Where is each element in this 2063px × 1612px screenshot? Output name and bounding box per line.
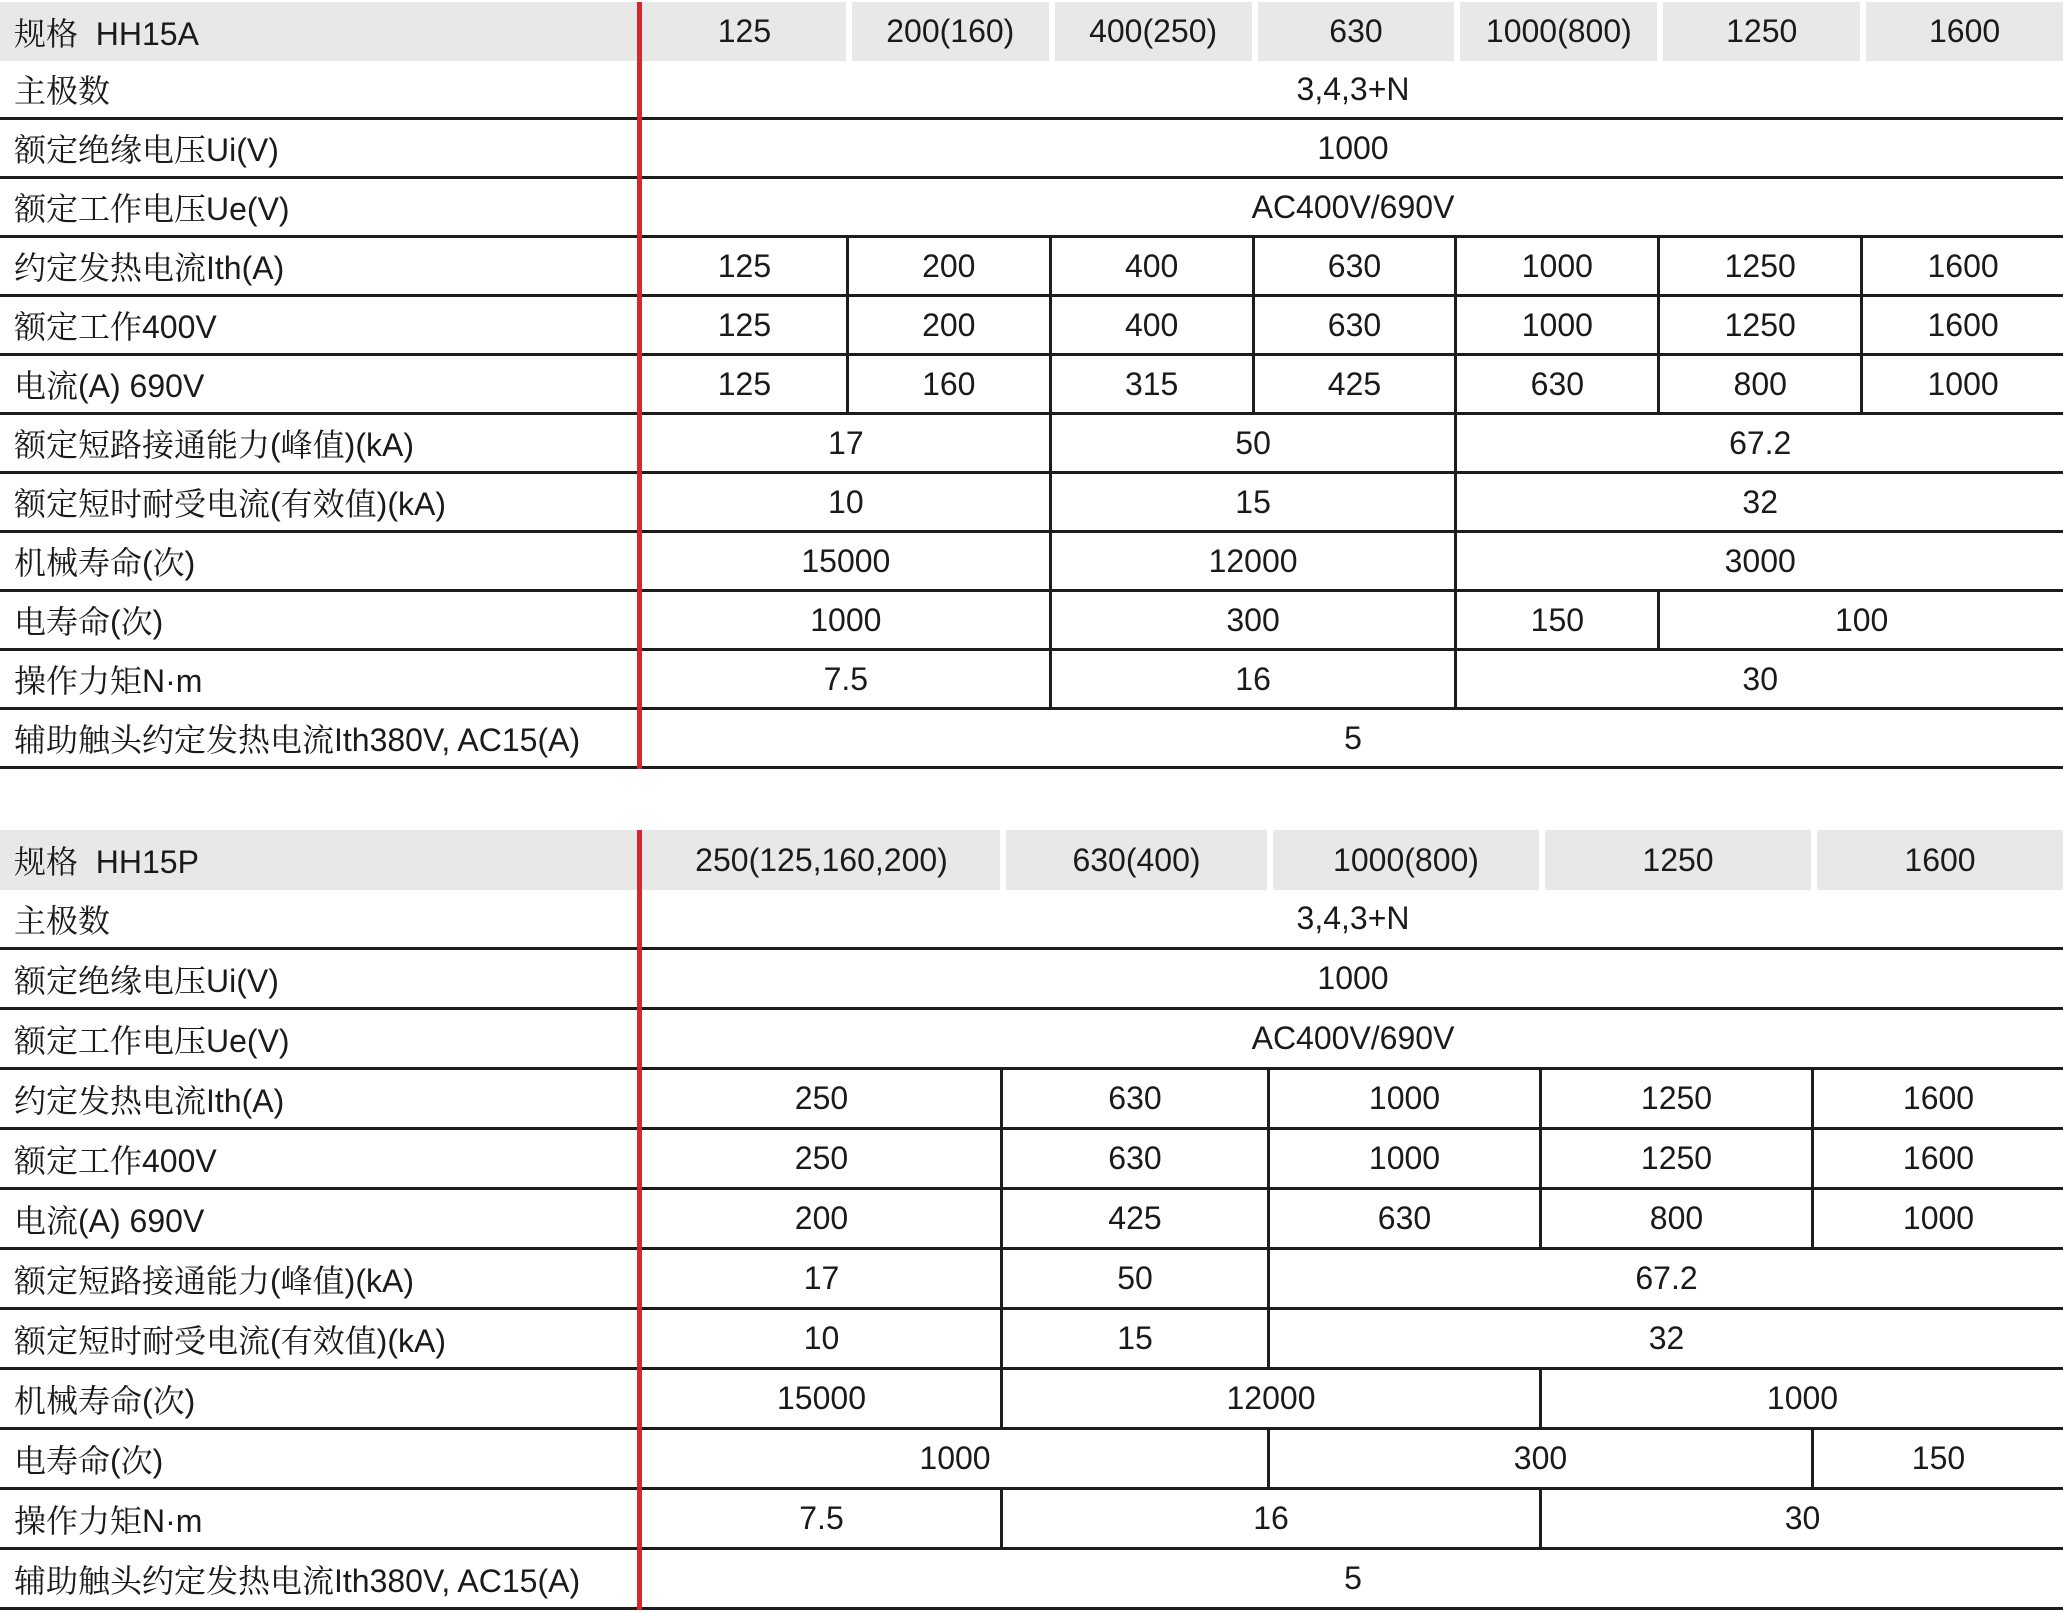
table-row-spec-header	[0, 2, 2063, 61]
spec-column-header: 1250	[1539, 830, 1811, 890]
value-cell: 300	[1049, 592, 1455, 648]
table-row-short-time-withstand-current	[0, 474, 2063, 533]
table-row-current-690v	[0, 1190, 2063, 1250]
value-cell: 32	[1267, 1310, 2063, 1367]
value-cell: 67.2	[1454, 415, 2063, 471]
value-cell: 1250	[1657, 238, 1860, 294]
table-row-short-time-withstand-current	[0, 1310, 2063, 1370]
value-cell: 1600	[1811, 1130, 2063, 1187]
hh15a-spec-table	[0, 2, 2063, 769]
table-row-conventional-heating-current	[0, 238, 2063, 297]
row-label: 额定绝缘电压Ui(V)	[14, 962, 279, 999]
table-row-spec-header	[0, 830, 2063, 890]
value-cell: 800	[1539, 1190, 1811, 1247]
red-divider-line	[637, 2, 642, 769]
spec-model-label: 规格 HH15P	[0, 830, 643, 890]
value-cell: 300	[1267, 1430, 1811, 1487]
table-row-rated-working-voltage	[0, 1010, 2063, 1070]
spec-column-header: 1600	[1811, 830, 2063, 890]
value-cell: 15	[1049, 474, 1455, 530]
value-cell: 425	[1000, 1190, 1267, 1247]
value-cell: 200	[846, 297, 1049, 353]
value-cell: 1000	[1454, 238, 1657, 294]
spec-column-header: 630(400)	[1000, 830, 1267, 890]
value-cell: 17	[803, 1260, 840, 1296]
value-cell: 630	[1267, 1190, 1539, 1247]
table-row-electrical-life	[0, 592, 2063, 651]
value-cell: 16	[1049, 651, 1455, 707]
row-label: 辅助触头约定发热电流Ith380V, AC15(A)	[14, 722, 581, 758]
hh15p-spec-table	[0, 830, 2063, 1610]
value-cell: 250	[794, 1140, 849, 1176]
value-cell: 1000	[1539, 1370, 2063, 1427]
value-cell: 200	[846, 238, 1049, 294]
value-cell: 15000	[801, 542, 891, 579]
spec-column-header: 1250	[1657, 2, 1860, 61]
table-row-conventional-heating-current	[0, 1070, 2063, 1130]
table-row-rated-working-400v	[0, 1130, 2063, 1190]
value-cell: 125	[717, 306, 772, 343]
row-label: 机械寿命(次)	[14, 545, 196, 581]
row-label: 辅助触头约定发热电流Ith380V, AC15(A)	[14, 1562, 581, 1599]
value-cell: 50	[1000, 1250, 1267, 1307]
row-label: 操作力矩N·m	[14, 663, 203, 699]
value-cell: 150	[1811, 1430, 2063, 1487]
value-cell: 630	[1252, 238, 1455, 294]
value-cell: 7.5	[823, 660, 869, 697]
table-row-short-circuit-making-capacity	[0, 415, 2063, 474]
value-cell: 630	[1000, 1130, 1267, 1187]
value-cell: 3,4,3+N	[1296, 70, 1410, 107]
value-cell: 3,4,3+N	[1296, 900, 1410, 936]
spec-column-header: 250(125,160,200)	[643, 830, 1000, 890]
row-label: 电流(A) 690V	[14, 1202, 205, 1239]
value-cell: 1000	[1454, 297, 1657, 353]
row-label: 额定短时耐受电流(有效值)(kA)	[14, 486, 446, 522]
value-cell: 125	[717, 365, 772, 402]
spec-column-header: 1000(800)	[1267, 830, 1539, 890]
table-row-rated-working-400v	[0, 297, 2063, 356]
table-row-rated-working-voltage	[0, 179, 2063, 238]
value-cell: 7.5	[799, 1500, 844, 1536]
row-label: 电流(A) 690V	[14, 368, 205, 404]
row-label: 操作力矩N·m	[14, 1502, 203, 1539]
value-cell: 630	[1454, 356, 1657, 412]
row-label: 约定发热电流Ith(A)	[14, 250, 285, 286]
row-label: 主极数	[14, 73, 111, 109]
value-cell: 15000	[777, 1380, 866, 1416]
row-label: 额定短路接通能力(峰值)(kA)	[14, 1262, 414, 1299]
table-row-rated-insulation-voltage	[0, 950, 2063, 1010]
value-cell: 1000	[1860, 356, 2063, 412]
table-row-operating-torque	[0, 651, 2063, 710]
value-cell: 1250	[1539, 1070, 1811, 1127]
red-divider-line	[637, 830, 642, 1610]
value-cell: 1600	[1860, 297, 2063, 353]
value-cell: 1000	[810, 601, 882, 638]
value-cell: 50	[1049, 415, 1455, 471]
value-cell: 425	[1252, 356, 1455, 412]
value-cell: 1000	[1317, 129, 1389, 166]
table-row-electrical-life	[0, 1430, 2063, 1490]
spec-column-header: 125	[643, 2, 846, 61]
value-cell: 17	[828, 424, 864, 461]
row-label: 约定发热电流Ith(A)	[14, 1082, 285, 1119]
value-cell: 12000	[1000, 1370, 1539, 1427]
spec-column-header: 630	[1252, 2, 1455, 61]
value-cell: 1000	[1267, 1070, 1539, 1127]
value-cell: 315	[1049, 356, 1252, 412]
value-cell: 30	[1454, 651, 2063, 707]
value-cell: 30	[1539, 1490, 2063, 1547]
table-row-auxiliary-contact-current	[0, 710, 2063, 769]
value-cell: 160	[846, 356, 1049, 412]
row-label: 机械寿命(次)	[14, 1382, 196, 1419]
value-cell: 250	[794, 1080, 849, 1116]
table-row-mechanical-life	[0, 1370, 2063, 1430]
row-label: 额定工作400V	[14, 309, 217, 345]
table-row-short-circuit-making-capacity	[0, 1250, 2063, 1310]
value-cell: 400	[1049, 238, 1252, 294]
value-cell: 32	[1454, 474, 2063, 530]
table-row-auxiliary-contact-current	[0, 1550, 2063, 1610]
value-cell: 400	[1049, 297, 1252, 353]
row-label: 电寿命(次)	[14, 604, 164, 640]
row-label: 额定绝缘电压Ui(V)	[14, 132, 279, 168]
row-label: 电寿命(次)	[14, 1442, 164, 1479]
table-row-operating-torque	[0, 1490, 2063, 1550]
spec-column-header: 400(250)	[1049, 2, 1252, 61]
value-cell: 16	[1000, 1490, 1539, 1547]
value-cell: 3000	[1454, 533, 2063, 589]
value-cell: 67.2	[1267, 1250, 2063, 1307]
value-cell: AC400V/690V	[1251, 188, 1455, 225]
value-cell: AC400V/690V	[1251, 1020, 1455, 1056]
row-label: 额定短路接通能力(峰值)(kA)	[14, 427, 414, 463]
value-cell: 10	[828, 483, 864, 520]
row-label: 额定工作400V	[14, 1142, 217, 1179]
value-cell: 10	[803, 1320, 840, 1356]
value-cell: 1000	[1317, 960, 1389, 996]
value-cell: 100	[1657, 592, 2063, 648]
table-row-mechanical-life	[0, 533, 2063, 592]
spec-model-label: 规格 HH15A	[0, 2, 643, 61]
row-label: 主极数	[14, 902, 111, 939]
value-cell: 1600	[1811, 1070, 2063, 1127]
value-cell: 630	[1000, 1070, 1267, 1127]
value-cell: 630	[1252, 297, 1455, 353]
value-cell: 12000	[1049, 533, 1455, 589]
value-cell: 5	[1344, 719, 1362, 756]
value-cell: 15	[1000, 1310, 1267, 1367]
value-cell: 1000	[1811, 1190, 2063, 1247]
value-cell: 800	[1657, 356, 1860, 412]
spec-column-header: 1000(800)	[1454, 2, 1657, 61]
spec-column-header: 1600	[1860, 2, 2063, 61]
row-label: 额定短时耐受电流(有效值)(kA)	[14, 1322, 446, 1359]
value-cell: 125	[717, 247, 772, 284]
row-label: 额定工作电压Ue(V)	[14, 1022, 290, 1059]
value-cell: 5	[1344, 1560, 1362, 1596]
table-row-main-poles	[0, 61, 2063, 120]
row-label: 额定工作电压Ue(V)	[14, 191, 290, 227]
value-cell: 1000	[1267, 1130, 1539, 1187]
value-cell: 1250	[1657, 297, 1860, 353]
value-cell: 1000	[919, 1440, 991, 1476]
table-row-main-poles	[0, 890, 2063, 950]
value-cell: 150	[1454, 592, 1657, 648]
value-cell: 1600	[1860, 238, 2063, 294]
value-cell: 1250	[1539, 1130, 1811, 1187]
spec-column-header: 200(160)	[846, 2, 1049, 61]
value-cell: 200	[794, 1200, 849, 1236]
table-row-rated-insulation-voltage	[0, 120, 2063, 179]
table-row-current-690v	[0, 356, 2063, 415]
